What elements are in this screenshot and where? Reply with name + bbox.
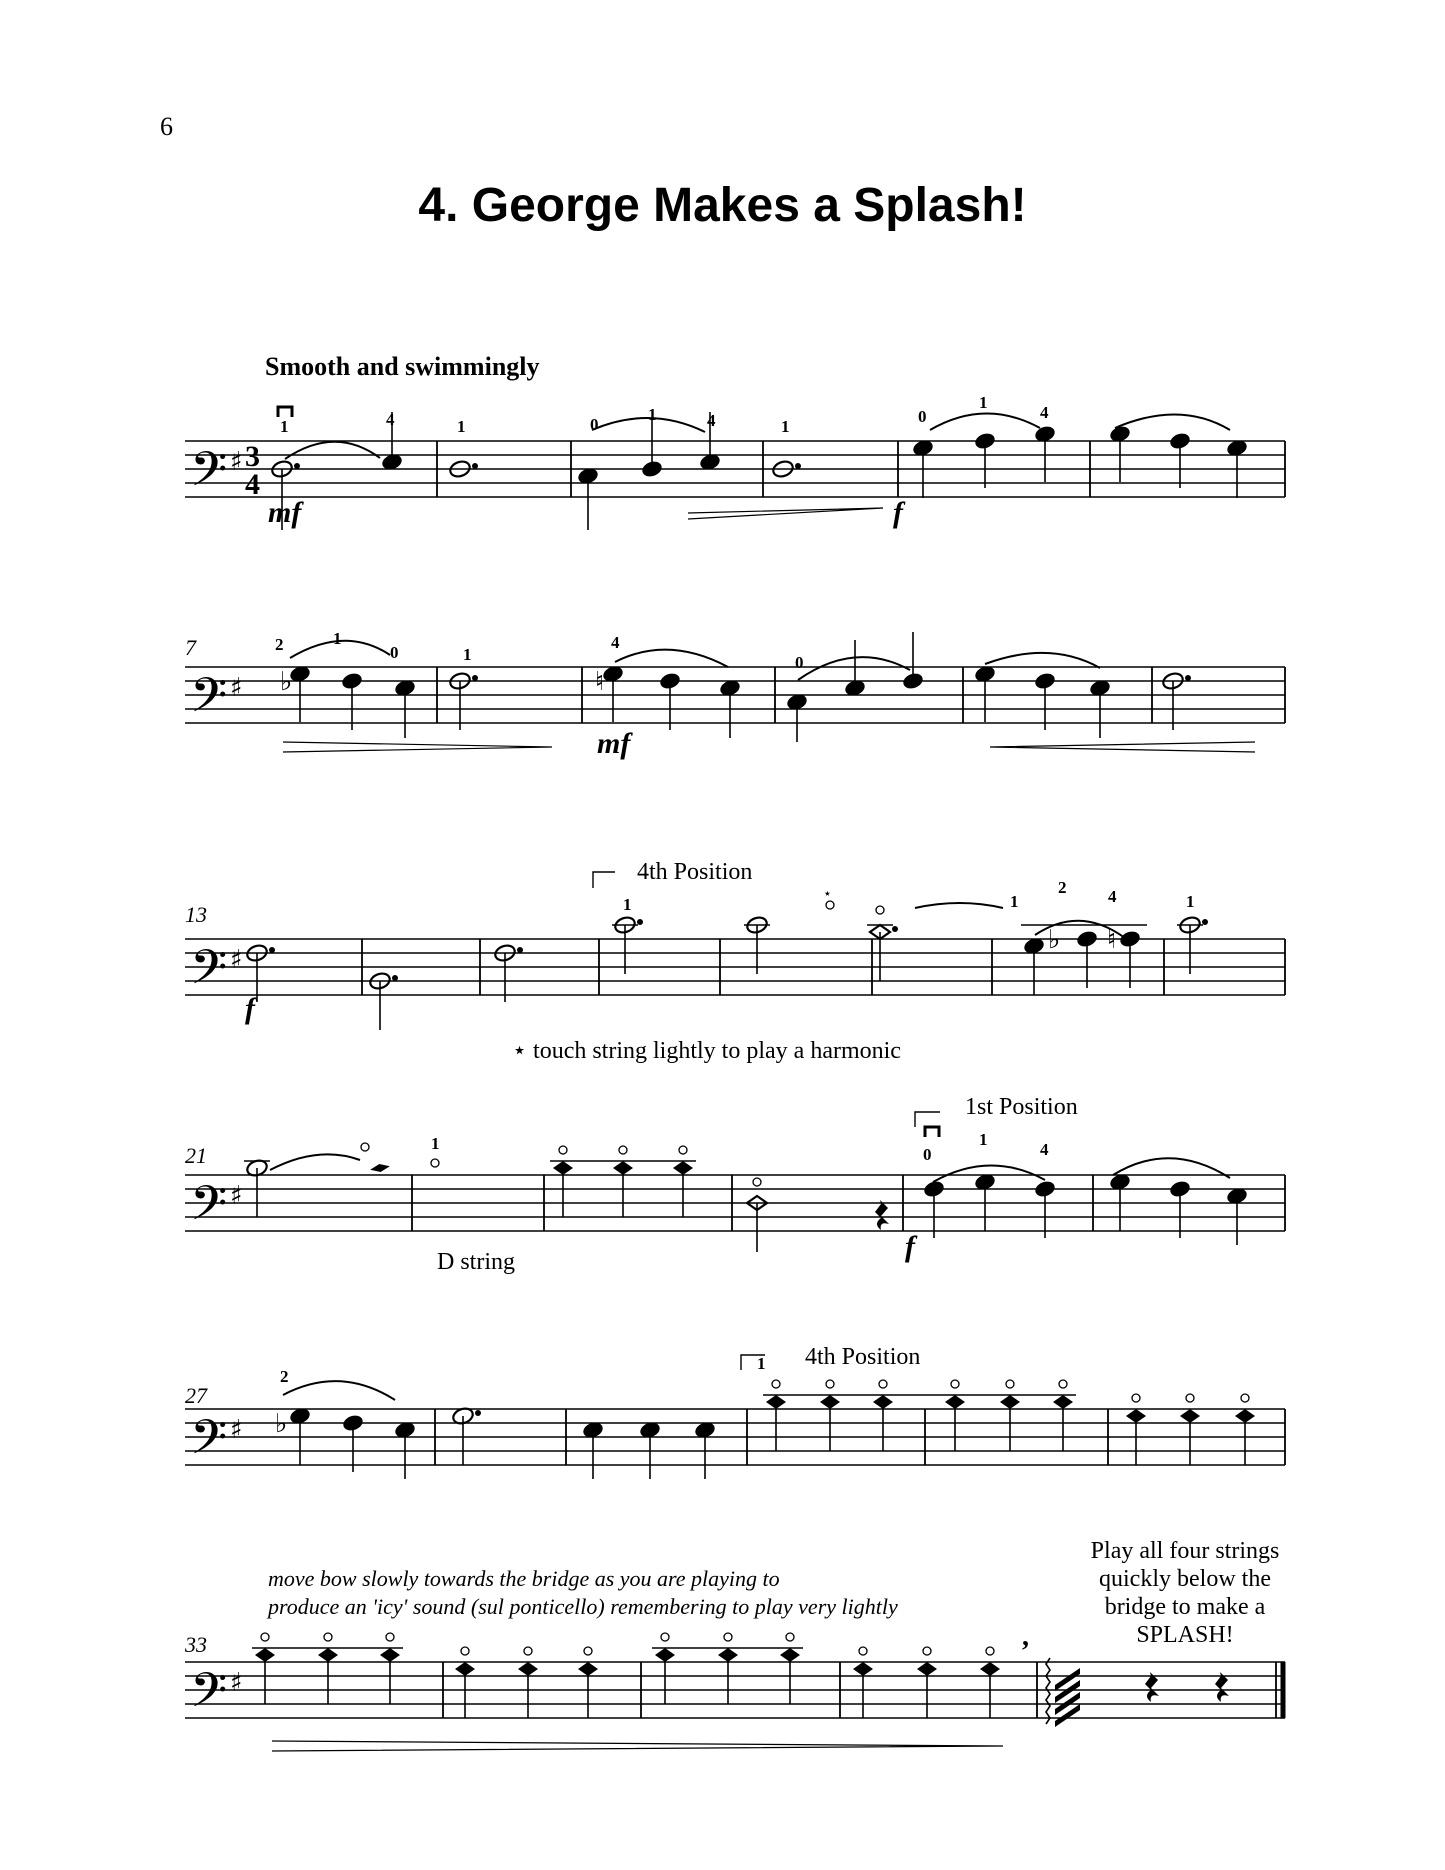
- harmonic-footnote: ⋆ touch string lightly to play a harmonic: [512, 1038, 901, 1064]
- fingering: 0: [795, 653, 804, 672]
- dynamic-marking: f: [905, 1230, 915, 1263]
- fingering: 2: [275, 635, 284, 654]
- fingering: 1: [979, 1130, 988, 1149]
- instruction-line: bridge to make a: [1104, 1594, 1266, 1620]
- svg-text:♭: ♭: [1048, 925, 1061, 955]
- piece-title: 4. George Makes a Splash!: [418, 179, 1027, 232]
- fingering: 4: [386, 410, 395, 429]
- fingering: 0: [923, 1145, 932, 1164]
- svg-text:♭: ♭: [280, 667, 293, 697]
- time-signature: [245, 440, 260, 501]
- measure-number: 7: [185, 635, 196, 660]
- svg-text:♯: ♯: [230, 1415, 243, 1445]
- measure-number: 21: [185, 1143, 207, 1168]
- bass-clef-icon: 𝄢: [190, 441, 228, 509]
- bass-clef-icon: 𝄢: [190, 1409, 228, 1477]
- fingering: 4: [1108, 887, 1117, 906]
- fingering: 1: [623, 895, 632, 914]
- dynamic-marking: mf: [597, 727, 631, 760]
- down-bow-icon: [278, 407, 939, 1137]
- svg-text:♯: ♯: [230, 447, 243, 477]
- svg-text:4: 4: [245, 468, 260, 501]
- svg-text:3: 3: [245, 440, 260, 473]
- svg-text:♭: ♭: [275, 1409, 288, 1439]
- fingering: 1: [463, 645, 472, 664]
- bass-clef-icon: 𝄢: [190, 1175, 228, 1243]
- instruction-line: produce an 'icy' sound (sul ponticello) remembering to play very lightly: [268, 1594, 898, 1619]
- fingerings: [275, 393, 1195, 1386]
- instruction-line: quickly below the: [1099, 1566, 1271, 1592]
- measure-number: 13: [185, 902, 207, 927]
- accidentals: [275, 667, 1116, 1439]
- instruction-line: Play all four strings: [1090, 1538, 1280, 1564]
- dynamics: [245, 496, 918, 1263]
- fingering: 2: [1058, 878, 1067, 897]
- position-marking: 4th Position: [805, 1344, 921, 1370]
- note-stems: [265, 412, 1245, 1718]
- bass-clef-icon: 𝄢: [190, 939, 228, 1007]
- position-brackets: [593, 872, 940, 1370]
- svg-text:♯: ♯: [230, 673, 243, 703]
- instruction-line: move bow slowly towards the bridge as you are playing to: [268, 1566, 780, 1591]
- position-marking: 1st Position: [965, 1094, 1078, 1120]
- dynamic-marking: mf: [268, 496, 302, 529]
- ledger-lines: [244, 925, 1203, 1648]
- fingering: 0: [390, 643, 399, 662]
- svg-text:♮: ♮: [1107, 925, 1117, 955]
- fingering: 4: [1040, 1140, 1049, 1159]
- fingering: 1: [280, 417, 289, 436]
- dynamic-marking: f: [893, 496, 903, 529]
- fingering: 0: [918, 407, 927, 426]
- crescendo-hairpin: [990, 742, 1255, 752]
- fingering: 2: [280, 1367, 289, 1386]
- instruction-line: SPLASH!: [1136, 1622, 1234, 1648]
- clefs: [190, 441, 227, 1730]
- noteheads-filled: [255, 424, 1255, 1727]
- bass-clef-icon: 𝄢: [190, 1662, 228, 1730]
- fingering: 1: [979, 393, 988, 412]
- measure-number: 33: [185, 1632, 207, 1657]
- bass-clef-icon: 𝄢: [190, 667, 228, 735]
- slurs: [270, 413, 1230, 1400]
- tempo-marking: Smooth and swimmingly: [265, 352, 540, 381]
- svg-text:♯: ♯: [230, 1668, 243, 1698]
- fingering: 1: [648, 405, 657, 424]
- hollow-stems: [257, 681, 1190, 1465]
- fingering: 1: [457, 417, 466, 436]
- fingering: 4: [611, 633, 620, 652]
- measure-number: 27: [185, 1383, 207, 1408]
- crescendo-hairpin: [688, 508, 883, 519]
- svg-text:♯: ♯: [230, 1181, 243, 1211]
- dynamic-marking: f: [245, 992, 255, 1025]
- diminuendo-hairpin: [272, 1741, 1003, 1751]
- fingering: 1: [757, 1354, 766, 1373]
- fingering: 1: [333, 629, 342, 648]
- fingering: 4: [1040, 403, 1049, 422]
- harmonic-star-icon: ⋆: [823, 886, 832, 902]
- svg-text:♮: ♮: [595, 667, 605, 697]
- fingering: 1: [1186, 892, 1195, 911]
- d-string-label: D string: [437, 1249, 515, 1275]
- breath-mark-icon: ,: [1022, 1621, 1029, 1652]
- staff-system-3: [185, 939, 1285, 995]
- fingering: 4: [707, 411, 716, 430]
- key-signature: [230, 447, 243, 1698]
- fingering: 1: [1010, 892, 1019, 911]
- position-marking: 4th Position: [637, 859, 753, 885]
- page-number: 6: [160, 112, 173, 141]
- svg-text:♯: ♯: [230, 945, 243, 975]
- diminuendo-hairpin: [283, 742, 552, 752]
- fingering: 1: [431, 1134, 440, 1153]
- harmonic-circles: [261, 901, 1249, 1655]
- arpeggio-wiggle: [1046, 1658, 1050, 1724]
- barlines: [362, 441, 1285, 1718]
- staff-system-6: [185, 1662, 1285, 1718]
- fingering: 1: [781, 417, 790, 436]
- fingering: 0: [590, 415, 599, 434]
